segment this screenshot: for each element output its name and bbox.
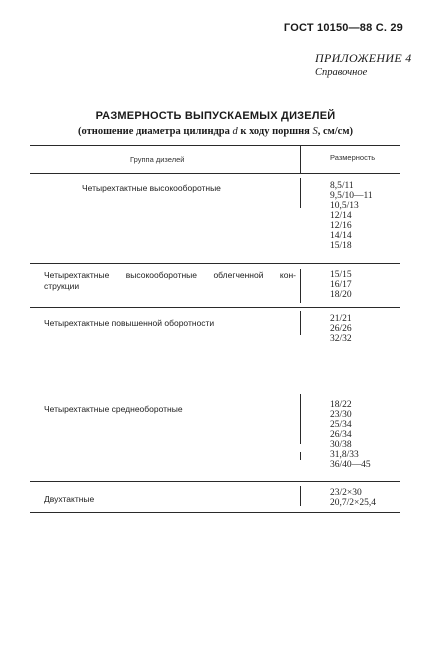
table-row-sizes <box>330 314 352 344</box>
table-column-divider <box>300 178 301 208</box>
group-label-line: Четырехтактные повышенной оборотности <box>44 318 215 328</box>
table-column-divider <box>300 452 301 460</box>
table-row-group-label <box>44 318 214 329</box>
column-header-size: Размерность <box>330 153 376 162</box>
table-column-divider <box>300 394 301 444</box>
size-value: 23/2×30 <box>330 488 362 498</box>
row-separator-rule <box>30 481 400 482</box>
group-label-line: Двухтактные <box>44 494 95 504</box>
document-subtitle <box>0 126 431 137</box>
subtitle-prefix: (отношение диаметра цилиндра <box>78 126 233 137</box>
size-value: 36/40—45 <box>330 460 371 470</box>
size-value: 26/26 <box>330 324 352 334</box>
table-column-divider <box>300 145 301 173</box>
size-value: 26/34 <box>330 430 352 440</box>
table-row-sizes <box>330 181 373 251</box>
size-value: 18/20 <box>330 290 352 300</box>
size-value: 15/15 <box>330 270 352 280</box>
size-value: 10,5/13 <box>330 201 359 211</box>
size-value: 31,8/33 <box>330 450 359 460</box>
table-row-group-label <box>44 494 94 505</box>
table-column-divider <box>300 311 301 335</box>
group-label-line: Четырехтактные высокооборотные облегченной кон- <box>44 270 296 280</box>
size-value: 16/17 <box>330 280 352 290</box>
subtitle-suffix: , см/см) <box>317 126 353 137</box>
table-bottom-rule <box>30 512 400 513</box>
subtitle-variable-s: S <box>312 126 318 137</box>
table-row-sizes <box>330 488 376 508</box>
document-title: РАЗМЕРНОСТЬ ВЫПУСКАЕМЫХ ДИЗЕЛЕЙ <box>95 110 336 122</box>
table-column-divider <box>300 269 301 303</box>
table-row-group-label <box>44 270 296 292</box>
table-row-sizes <box>330 270 352 300</box>
size-value: 20,7/2×25,4 <box>330 498 376 508</box>
size-value: 12/14 <box>330 211 352 221</box>
size-value: 8,5/11 <box>330 181 354 191</box>
size-value: 9,5/10—11 <box>330 191 373 201</box>
size-value: 12/16 <box>330 221 352 231</box>
table-top-rule <box>30 145 400 146</box>
row-separator-rule <box>30 307 400 308</box>
size-value: 14/14 <box>330 231 352 241</box>
column-header-group: Группа дизелей <box>130 155 185 164</box>
page-header-reference: ГОСТ 10150—88 С. 29 <box>283 22 403 34</box>
size-value: 23/30 <box>330 410 352 420</box>
appendix-title: ПРИЛОЖЕНИЕ 4 <box>315 51 412 65</box>
size-value: 18/22 <box>330 400 352 410</box>
table-row-group-label <box>82 183 221 194</box>
subtitle-variable-d: d <box>232 126 238 137</box>
table-column-divider <box>300 486 301 506</box>
group-label-line: струкции <box>44 281 80 291</box>
size-value: 32/32 <box>330 334 352 344</box>
size-value: 25/34 <box>330 420 352 430</box>
size-value: 21/21 <box>330 314 352 324</box>
row-separator-rule <box>30 263 400 264</box>
size-value: 15/18 <box>330 241 352 251</box>
table-row-sizes <box>330 400 371 470</box>
group-label-line: Четырехтактные высокооборотные <box>82 183 221 193</box>
subtitle-middle: к ходу поршня <box>237 126 313 137</box>
table-header-rule <box>30 173 400 174</box>
table-row-group-label <box>44 404 183 415</box>
group-label-line: Четырехтактные среднеоборотные <box>44 404 183 414</box>
size-value: 30/38 <box>330 440 352 450</box>
appendix-subtitle: Справочное <box>315 67 368 78</box>
